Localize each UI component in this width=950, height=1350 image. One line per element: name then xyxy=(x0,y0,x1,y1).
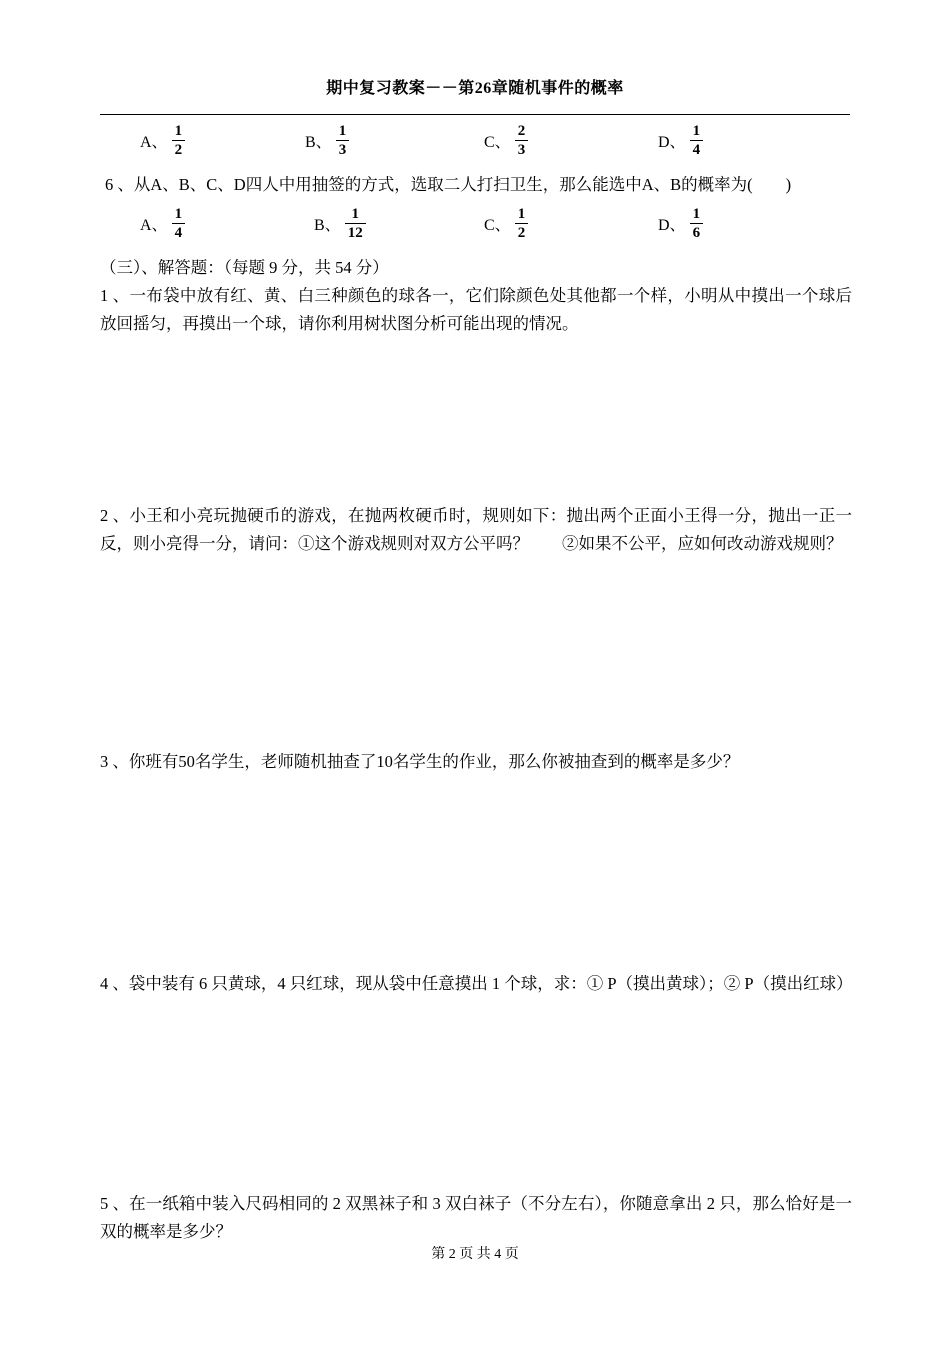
problem-1: 1 、一布袋中放有红、黄、白三种颜色的球各一，它们除颜色处其他都一个样，小明从中摸出一个球后放回摇匀，再摸出一个球，请你利用树状图分析可能出现的情况。 xyxy=(100,286,852,333)
fraction xyxy=(345,205,366,242)
fraction-denominator: 12 xyxy=(345,223,366,242)
problem-4: 4 、袋中装有 6 只黄球，4 只红球，现从袋中任意摸出 1 个球，求：① P（摸出黄球）；② P（摸出红球） xyxy=(100,974,853,993)
q5-options xyxy=(0,118,950,162)
q6-text: 6 、从A、B、C、D四人中用抽签的方式，选取二人打扫卫生，那么能选中A、B的概率为( ) xyxy=(105,175,792,194)
option-label: C、 xyxy=(484,133,511,151)
fraction xyxy=(515,205,529,242)
option-label: D、 xyxy=(658,216,686,234)
fraction-denominator: 2 xyxy=(172,140,186,159)
header-title: 期中复习教案－－第26章随机事件的概率 xyxy=(326,80,624,97)
q6-option-a xyxy=(140,201,185,245)
fraction-denominator: 4 xyxy=(690,140,704,159)
fraction-numerator: 1 xyxy=(174,122,183,139)
fraction-numerator: 1 xyxy=(174,205,183,222)
fraction-numerator: 1 xyxy=(338,122,347,139)
option-label: C、 xyxy=(484,216,511,234)
q5-option-c xyxy=(484,118,528,162)
problem-2: 2 、小王和小亮玩抛硬币的游戏，在抛两枚硬币时，规则如下：抛出两个正面小王得一分，抛出一正一反，则小亮得一分，请问：①这个游戏规则对双方公平吗？ ②如果不公平，应如何改动游戏规则？ xyxy=(100,506,852,553)
q5-option-d xyxy=(658,118,703,162)
fraction-denominator: 3 xyxy=(336,140,350,159)
q6-option-b xyxy=(314,201,366,245)
problem-3: 3 、你班有50名学生，老师随机抽查了10名学生的作业，那么你被抽查到的概率是多少？ xyxy=(100,752,740,771)
option-label: B、 xyxy=(314,216,341,234)
q6-option-d xyxy=(658,201,703,245)
fraction xyxy=(515,122,529,159)
fraction xyxy=(336,122,350,159)
option-label: B、 xyxy=(305,133,332,151)
fraction-denominator: 6 xyxy=(690,223,704,242)
section-title: （三）、解答题：（每题 9 分，共 54 分） xyxy=(100,258,389,277)
q6-option-c xyxy=(484,201,528,245)
fraction-denominator: 3 xyxy=(515,140,529,159)
header-divider xyxy=(100,114,850,115)
fraction-numerator: 2 xyxy=(517,122,526,139)
fraction xyxy=(172,205,186,242)
fraction-numerator: 1 xyxy=(692,122,701,139)
q6-options xyxy=(0,201,950,245)
q5-option-b xyxy=(305,118,349,162)
option-label: A、 xyxy=(140,216,168,234)
fraction xyxy=(690,205,704,242)
option-label: D、 xyxy=(658,133,686,151)
q5-option-a xyxy=(140,118,185,162)
fraction-numerator: 1 xyxy=(517,205,526,222)
fraction-denominator: 4 xyxy=(172,223,186,242)
fraction-numerator: 1 xyxy=(692,205,701,222)
fraction xyxy=(172,122,186,159)
fraction xyxy=(690,122,704,159)
page-footer: 第 2 页 共 4 页 xyxy=(431,1247,519,1262)
fraction-numerator: 1 xyxy=(351,205,359,222)
option-label: A、 xyxy=(140,133,168,151)
fraction-denominator: 2 xyxy=(515,223,529,242)
problem-5: 5 、在一纸箱中装入尺码相同的 2 双黑袜子和 3 双白袜子（不分左右），你随意拿出 2 只，那么恰好是一双的概率是多少？ xyxy=(100,1194,852,1241)
